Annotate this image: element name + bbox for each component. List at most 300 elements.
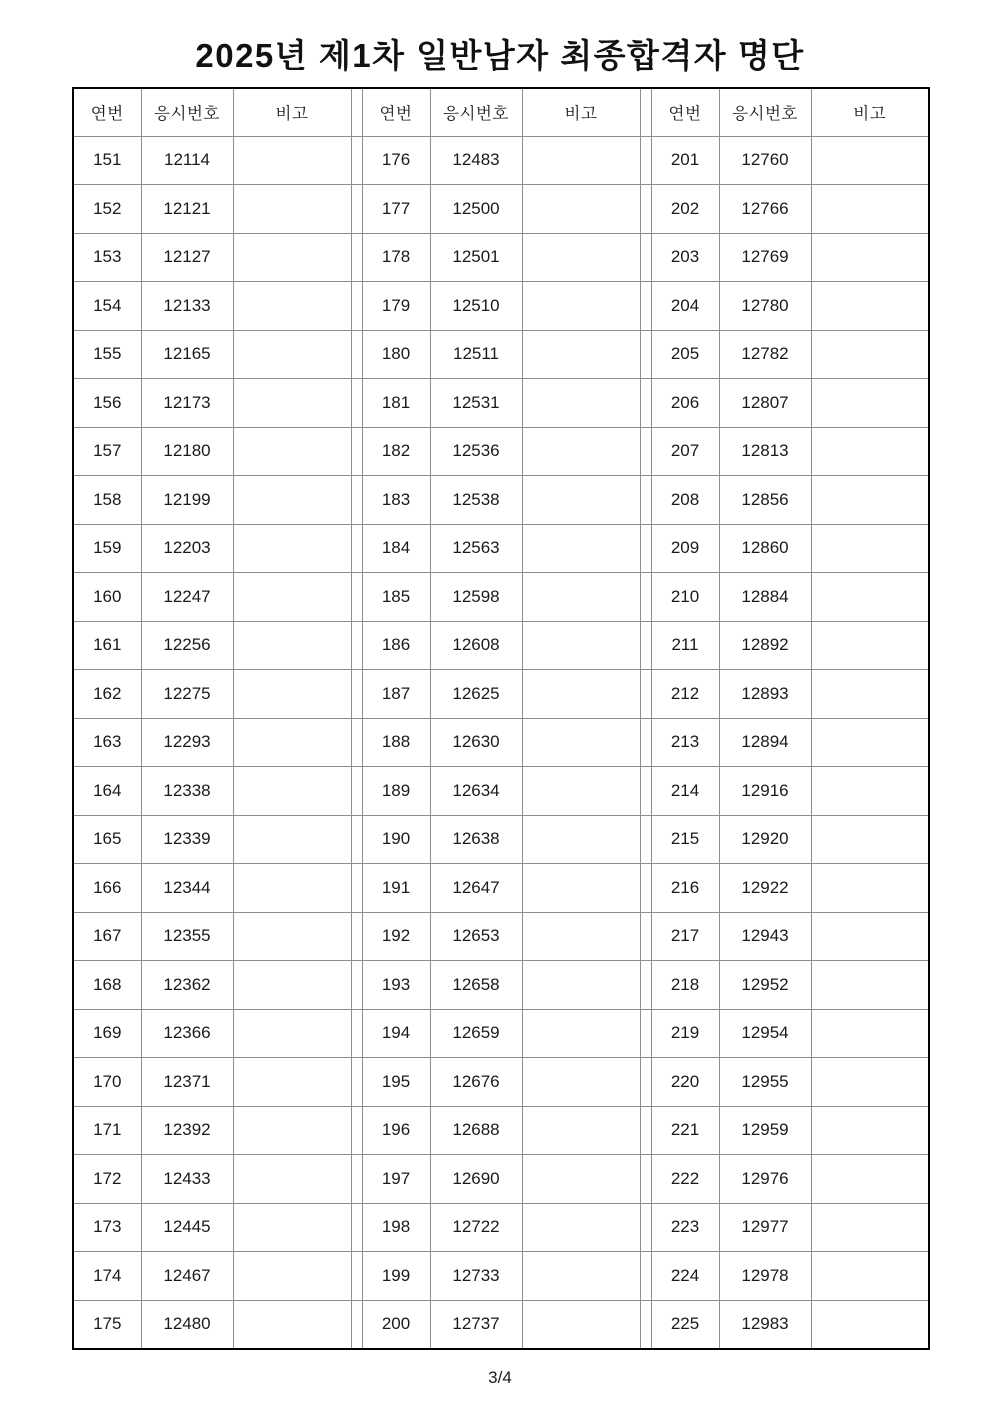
block-spacer-2: [640, 427, 651, 476]
cell-seq-number: 194: [362, 1009, 430, 1058]
cell-seq-number: 206: [651, 379, 719, 428]
cell-remark: [233, 864, 351, 913]
cell-remark: [811, 718, 929, 767]
block-spacer-1: [351, 282, 362, 331]
table-row: [73, 718, 929, 767]
cell-seq-number: 175: [73, 1300, 141, 1349]
block-spacer-1: [351, 670, 362, 719]
block-spacer-1: [351, 1300, 362, 1349]
cell-remark: [811, 961, 929, 1010]
cell-seq-number: 178: [362, 233, 430, 282]
cell-seq-number: 215: [651, 815, 719, 864]
cell-seq-number: 167: [73, 912, 141, 961]
cell-exam-number: 12733: [430, 1252, 522, 1301]
cell-exam-number: 12173: [141, 379, 233, 428]
cell-seq-number: 197: [362, 1155, 430, 1204]
table-row: [73, 621, 929, 670]
cell-seq-number: 192: [362, 912, 430, 961]
cell-remark: [522, 621, 640, 670]
cell-seq-number: 204: [651, 282, 719, 331]
cell-remark: [811, 1300, 929, 1349]
cell-exam-number: 12634: [430, 767, 522, 816]
cell-remark: [811, 1155, 929, 1204]
cell-seq-number: 180: [362, 330, 430, 379]
table-body: [73, 136, 929, 1349]
cell-seq-number: 154: [73, 282, 141, 331]
cell-exam-number: 12952: [719, 961, 811, 1010]
cell-seq-number: 193: [362, 961, 430, 1010]
cell-seq-number: 182: [362, 427, 430, 476]
cell-seq-number: 225: [651, 1300, 719, 1349]
cell-remark: [233, 476, 351, 525]
cell-remark: [233, 330, 351, 379]
block-spacer-1: [351, 864, 362, 913]
cell-exam-number: 12433: [141, 1155, 233, 1204]
cell-exam-number: 12500: [430, 185, 522, 234]
cell-remark: [811, 767, 929, 816]
cell-exam-number: 12511: [430, 330, 522, 379]
cell-remark: [522, 1203, 640, 1252]
cell-exam-number: 12536: [430, 427, 522, 476]
cell-seq-number: 173: [73, 1203, 141, 1252]
cell-seq-number: 157: [73, 427, 141, 476]
page-title: 2025년 제1차 일반남자 최종합격자 명단: [195, 37, 805, 74]
table-row: [73, 1155, 929, 1204]
cell-exam-number: 12127: [141, 233, 233, 282]
block-spacer-2: [640, 1058, 651, 1107]
table-row: [73, 1058, 929, 1107]
cell-exam-number: 12722: [430, 1203, 522, 1252]
cell-seq-number: 172: [73, 1155, 141, 1204]
cell-exam-number: 12480: [141, 1300, 233, 1349]
cell-remark: [233, 1009, 351, 1058]
cell-remark: [233, 524, 351, 573]
cell-exam-number: 12563: [430, 524, 522, 573]
cell-remark: [811, 427, 929, 476]
cell-exam-number: 12647: [430, 864, 522, 913]
cell-remark: [233, 1252, 351, 1301]
cell-seq-number: 219: [651, 1009, 719, 1058]
cell-exam-number: 12199: [141, 476, 233, 525]
cell-remark: [811, 573, 929, 622]
cell-remark: [522, 1252, 640, 1301]
cell-remark: [233, 912, 351, 961]
cell-exam-number: 12782: [719, 330, 811, 379]
column-header-note-2: 비고: [522, 88, 640, 136]
cell-exam-number: 12976: [719, 1155, 811, 1204]
cell-seq-number: 151: [73, 136, 141, 185]
block-spacer-1: [351, 718, 362, 767]
column-header-num-2: 연번: [362, 88, 430, 136]
cell-exam-number: 12658: [430, 961, 522, 1010]
block-spacer-2: [640, 233, 651, 282]
block-spacer-2: [640, 1203, 651, 1252]
cell-seq-number: 156: [73, 379, 141, 428]
cell-exam-number: 12338: [141, 767, 233, 816]
cell-seq-number: 208: [651, 476, 719, 525]
cell-exam-number: 12983: [719, 1300, 811, 1349]
block-spacer-2: [640, 476, 651, 525]
cell-remark: [811, 379, 929, 428]
cell-remark: [811, 330, 929, 379]
table-row: [73, 330, 929, 379]
column-header-code-1: 응시번호: [141, 88, 233, 136]
cell-remark: [522, 136, 640, 185]
cell-exam-number: 12392: [141, 1106, 233, 1155]
cell-seq-number: 170: [73, 1058, 141, 1107]
cell-seq-number: 160: [73, 573, 141, 622]
block-spacer-1: [351, 912, 362, 961]
cell-remark: [233, 815, 351, 864]
cell-remark: [811, 233, 929, 282]
cell-seq-number: 188: [362, 718, 430, 767]
cell-remark: [522, 185, 640, 234]
cell-seq-number: 166: [73, 864, 141, 913]
block-spacer-2: [640, 864, 651, 913]
cell-exam-number: 12659: [430, 1009, 522, 1058]
table-row: [73, 1009, 929, 1058]
cell-exam-number: 12630: [430, 718, 522, 767]
table-row: [73, 864, 929, 913]
cell-exam-number: 12203: [141, 524, 233, 573]
cell-exam-number: 12275: [141, 670, 233, 719]
block-spacer-2: [640, 330, 651, 379]
block-spacer-1: [351, 1155, 362, 1204]
cell-exam-number: 12165: [141, 330, 233, 379]
cell-exam-number: 12121: [141, 185, 233, 234]
table-row: [73, 233, 929, 282]
cell-seq-number: 202: [651, 185, 719, 234]
block-spacer-1: [351, 621, 362, 670]
cell-remark: [233, 185, 351, 234]
table-row: [73, 573, 929, 622]
cell-seq-number: 189: [362, 767, 430, 816]
cell-exam-number: 12959: [719, 1106, 811, 1155]
cell-seq-number: 220: [651, 1058, 719, 1107]
cell-remark: [522, 961, 640, 1010]
cell-exam-number: 12256: [141, 621, 233, 670]
cell-seq-number: 184: [362, 524, 430, 573]
cell-remark: [811, 476, 929, 525]
cell-seq-number: 187: [362, 670, 430, 719]
cell-remark: [811, 1106, 929, 1155]
block-spacer-1: [351, 815, 362, 864]
table-row: [73, 136, 929, 185]
cell-exam-number: 12766: [719, 185, 811, 234]
cell-seq-number: 165: [73, 815, 141, 864]
cell-exam-number: 12538: [430, 476, 522, 525]
cell-seq-number: 222: [651, 1155, 719, 1204]
page-number: 3/4: [488, 1368, 512, 1387]
block-spacer-2: [640, 1155, 651, 1204]
cell-remark: [233, 961, 351, 1010]
cell-seq-number: 213: [651, 718, 719, 767]
block-spacer-1: [351, 1203, 362, 1252]
cell-seq-number: 185: [362, 573, 430, 622]
cell-remark: [811, 282, 929, 331]
cell-remark: [233, 767, 351, 816]
cell-remark: [522, 282, 640, 331]
cell-remark: [522, 1058, 640, 1107]
cell-exam-number: 12653: [430, 912, 522, 961]
column-header-num-3: 연번: [651, 88, 719, 136]
cell-exam-number: 12856: [719, 476, 811, 525]
block-spacer-2: [640, 1252, 651, 1301]
cell-remark: [522, 815, 640, 864]
block-spacer-2: [640, 379, 651, 428]
cell-remark: [233, 1058, 351, 1107]
cell-remark: [522, 1009, 640, 1058]
cell-seq-number: 195: [362, 1058, 430, 1107]
cell-remark: [233, 670, 351, 719]
cell-seq-number: 171: [73, 1106, 141, 1155]
cell-remark: [233, 718, 351, 767]
cell-exam-number: 12355: [141, 912, 233, 961]
cell-seq-number: 152: [73, 185, 141, 234]
table-row: [73, 815, 929, 864]
block-spacer-2: [640, 1300, 651, 1349]
cell-exam-number: 12510: [430, 282, 522, 331]
block-spacer-2: [640, 282, 651, 331]
cell-exam-number: 12892: [719, 621, 811, 670]
cell-seq-number: 210: [651, 573, 719, 622]
cell-seq-number: 179: [362, 282, 430, 331]
cell-remark: [811, 912, 929, 961]
block-spacer-2: [640, 961, 651, 1010]
cell-remark: [233, 1203, 351, 1252]
block-spacer-2: [640, 718, 651, 767]
block-spacer-1: [351, 185, 362, 234]
cell-remark: [811, 1009, 929, 1058]
cell-exam-number: 12813: [719, 427, 811, 476]
block-spacer-2: [640, 524, 651, 573]
cell-seq-number: 200: [362, 1300, 430, 1349]
cell-seq-number: 158: [73, 476, 141, 525]
cell-exam-number: 12362: [141, 961, 233, 1010]
cell-seq-number: 224: [651, 1252, 719, 1301]
table-row: [73, 767, 929, 816]
block-spacer-1: [351, 767, 362, 816]
cell-exam-number: 12916: [719, 767, 811, 816]
cell-exam-number: 12366: [141, 1009, 233, 1058]
block-spacer-2: [640, 136, 651, 185]
roster-table: [72, 87, 930, 1350]
cell-remark: [233, 136, 351, 185]
cell-remark: [233, 573, 351, 622]
cell-exam-number: 12133: [141, 282, 233, 331]
column-header-note-3: 비고: [811, 88, 929, 136]
block-spacer-1: [351, 1058, 362, 1107]
cell-remark: [522, 670, 640, 719]
cell-exam-number: 12625: [430, 670, 522, 719]
cell-exam-number: 12737: [430, 1300, 522, 1349]
block-spacer-1: [351, 961, 362, 1010]
block-spacer-1: [351, 330, 362, 379]
cell-remark: [522, 767, 640, 816]
block-spacer-1: [351, 1009, 362, 1058]
cell-seq-number: 214: [651, 767, 719, 816]
cell-exam-number: 12860: [719, 524, 811, 573]
cell-exam-number: 12638: [430, 815, 522, 864]
cell-remark: [233, 282, 351, 331]
table-row: [73, 1106, 929, 1155]
cell-seq-number: 181: [362, 379, 430, 428]
cell-remark: [811, 815, 929, 864]
cell-exam-number: 12531: [430, 379, 522, 428]
table-row: [73, 912, 929, 961]
table-header-row: [73, 88, 929, 136]
cell-remark: [233, 621, 351, 670]
block-spacer-2: [640, 815, 651, 864]
cell-seq-number: 186: [362, 621, 430, 670]
cell-remark: [811, 1058, 929, 1107]
cell-exam-number: 12807: [719, 379, 811, 428]
cell-remark: [811, 670, 929, 719]
cell-exam-number: 12920: [719, 815, 811, 864]
cell-remark: [811, 621, 929, 670]
cell-exam-number: 12978: [719, 1252, 811, 1301]
cell-remark: [522, 233, 640, 282]
block-spacer-1: [351, 524, 362, 573]
column-header-num-1: 연번: [73, 88, 141, 136]
cell-exam-number: 12608: [430, 621, 522, 670]
cell-remark: [522, 379, 640, 428]
cell-remark: [522, 1155, 640, 1204]
cell-seq-number: 211: [651, 621, 719, 670]
cell-remark: [811, 1203, 929, 1252]
block-spacer-2: [640, 88, 651, 136]
block-spacer-2: [640, 1009, 651, 1058]
cell-remark: [233, 1300, 351, 1349]
cell-exam-number: 12943: [719, 912, 811, 961]
cell-seq-number: 216: [651, 864, 719, 913]
cell-exam-number: 12371: [141, 1058, 233, 1107]
cell-seq-number: 217: [651, 912, 719, 961]
table-row: [73, 1203, 929, 1252]
cell-exam-number: 12922: [719, 864, 811, 913]
cell-remark: [522, 427, 640, 476]
block-spacer-2: [640, 185, 651, 234]
cell-remark: [522, 718, 640, 767]
table-row: [73, 476, 929, 525]
roster-table-container: [72, 87, 925, 1350]
cell-remark: [522, 476, 640, 525]
cell-exam-number: 12884: [719, 573, 811, 622]
cell-remark: [233, 379, 351, 428]
table-row: [73, 524, 929, 573]
block-spacer-1: [351, 573, 362, 622]
cell-seq-number: 162: [73, 670, 141, 719]
cell-seq-number: 191: [362, 864, 430, 913]
cell-remark: [522, 524, 640, 573]
cell-remark: [811, 185, 929, 234]
block-spacer-1: [351, 88, 362, 136]
cell-exam-number: 12688: [430, 1106, 522, 1155]
cell-remark: [811, 1252, 929, 1301]
block-spacer-1: [351, 476, 362, 525]
cell-remark: [522, 330, 640, 379]
cell-seq-number: 183: [362, 476, 430, 525]
cell-seq-number: 196: [362, 1106, 430, 1155]
cell-remark: [811, 524, 929, 573]
block-spacer-2: [640, 621, 651, 670]
cell-remark: [522, 573, 640, 622]
cell-seq-number: 223: [651, 1203, 719, 1252]
cell-seq-number: 163: [73, 718, 141, 767]
cell-exam-number: 12344: [141, 864, 233, 913]
cell-seq-number: 159: [73, 524, 141, 573]
cell-seq-number: 177: [362, 185, 430, 234]
cell-remark: [233, 1106, 351, 1155]
cell-remark: [811, 864, 929, 913]
cell-seq-number: 209: [651, 524, 719, 573]
table-row: [73, 379, 929, 428]
cell-remark: [233, 427, 351, 476]
column-header-code-3: 응시번호: [719, 88, 811, 136]
cell-exam-number: 12676: [430, 1058, 522, 1107]
cell-seq-number: 190: [362, 815, 430, 864]
cell-seq-number: 153: [73, 233, 141, 282]
cell-seq-number: 201: [651, 136, 719, 185]
block-spacer-2: [640, 1106, 651, 1155]
cell-exam-number: 12445: [141, 1203, 233, 1252]
table-row: [73, 185, 929, 234]
table-row: [73, 1300, 929, 1349]
cell-exam-number: 12893: [719, 670, 811, 719]
cell-seq-number: 169: [73, 1009, 141, 1058]
cell-remark: [233, 1155, 351, 1204]
cell-seq-number: 155: [73, 330, 141, 379]
cell-seq-number: 198: [362, 1203, 430, 1252]
cell-exam-number: 12483: [430, 136, 522, 185]
table-row: [73, 282, 929, 331]
table-row: [73, 670, 929, 719]
cell-exam-number: 12894: [719, 718, 811, 767]
cell-remark: [522, 864, 640, 913]
table-row: [73, 427, 929, 476]
cell-exam-number: 12293: [141, 718, 233, 767]
cell-exam-number: 12339: [141, 815, 233, 864]
cell-exam-number: 12769: [719, 233, 811, 282]
cell-exam-number: 12780: [719, 282, 811, 331]
cell-exam-number: 12180: [141, 427, 233, 476]
cell-remark: [811, 136, 929, 185]
cell-seq-number: 161: [73, 621, 141, 670]
cell-seq-number: 176: [362, 136, 430, 185]
cell-exam-number: 12954: [719, 1009, 811, 1058]
cell-seq-number: 203: [651, 233, 719, 282]
cell-remark: [522, 1300, 640, 1349]
cell-exam-number: 12247: [141, 573, 233, 622]
cell-remark: [522, 912, 640, 961]
block-spacer-2: [640, 767, 651, 816]
table-row: [73, 961, 929, 1010]
cell-remark: [522, 1106, 640, 1155]
cell-exam-number: 12114: [141, 136, 233, 185]
cell-seq-number: 199: [362, 1252, 430, 1301]
block-spacer-1: [351, 233, 362, 282]
block-spacer-1: [351, 1106, 362, 1155]
block-spacer-1: [351, 427, 362, 476]
block-spacer-2: [640, 573, 651, 622]
block-spacer-2: [640, 912, 651, 961]
cell-exam-number: 12977: [719, 1203, 811, 1252]
block-spacer-1: [351, 1252, 362, 1301]
cell-exam-number: 12598: [430, 573, 522, 622]
cell-seq-number: 164: [73, 767, 141, 816]
block-spacer-1: [351, 136, 362, 185]
block-spacer-1: [351, 379, 362, 428]
